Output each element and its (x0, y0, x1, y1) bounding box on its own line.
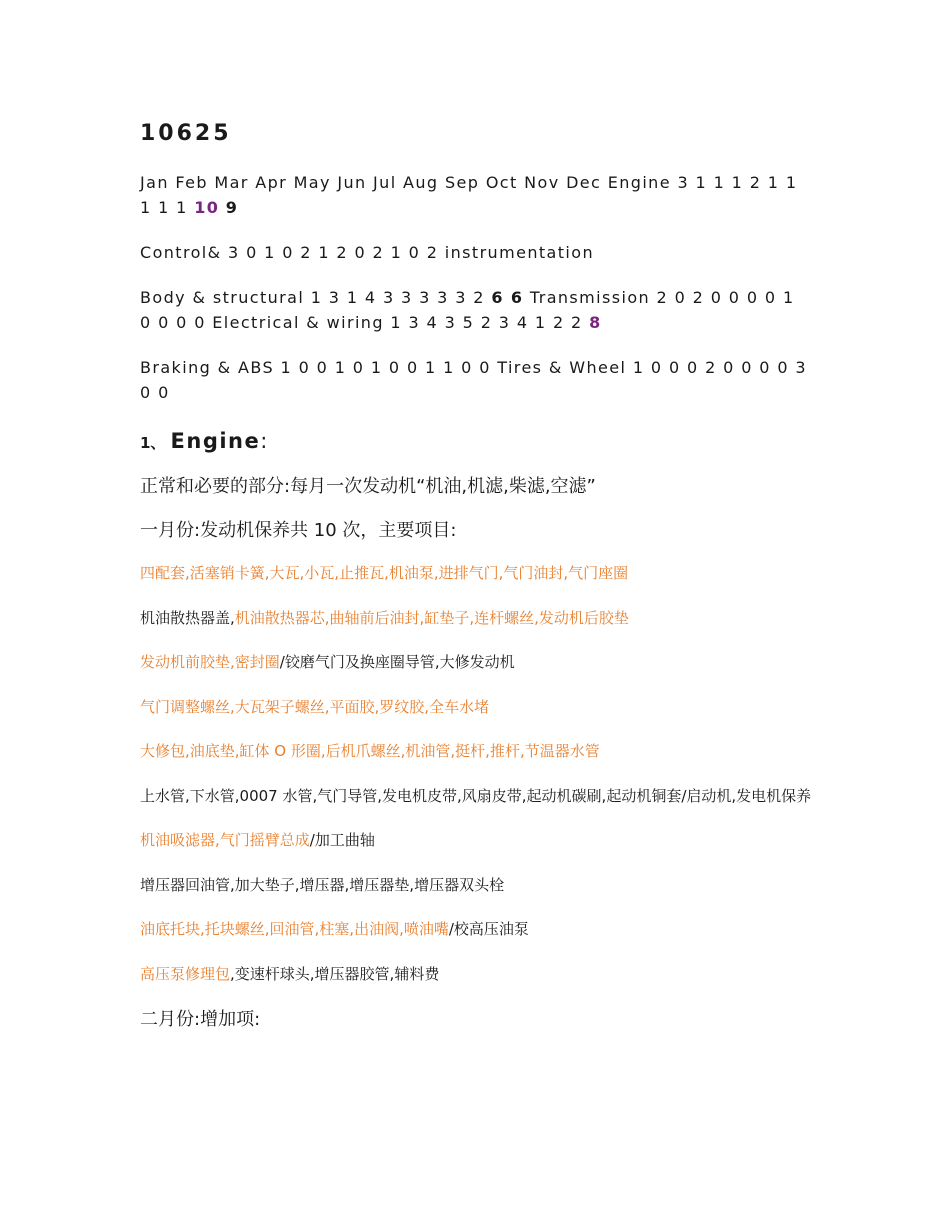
item-line-2 (140, 606, 812, 631)
stats-paragraph-2: Control& 3 0 1 0 2 1 2 0 2 1 0 2 instrumentation (140, 243, 594, 262)
section-title: Engine (170, 429, 261, 453)
stats-paragraph-1 (140, 170, 812, 220)
item-line-9 (140, 917, 812, 942)
item-line-6: 上水管,下水管,0007 水管,气门导管,发电机皮带,风扇皮带,起动机碳刷,起动机铜套/启动机,发电机保养 (140, 786, 812, 805)
item-line-3 (140, 650, 812, 675)
stats-paragraph-3 (140, 285, 812, 335)
document-page (140, 118, 812, 1050)
stats-highlight: 10 (194, 198, 220, 217)
item-text-orange: 发动机前胶垫,密封圈 (140, 653, 280, 671)
stats-highlight: 8 (589, 313, 602, 332)
item-text-orange: 油底托块,托块螺丝,回油管,柱塞,出油阀,喷油嘴 (140, 920, 449, 938)
stats-paragraph-4: Braking & ABS 1 0 0 1 0 1 0 0 1 1 0 0 Tires & Wheel 1 0 0 0 2 0 0 0 0 3 0 0 (140, 358, 808, 402)
stats-text: Jan Feb Mar Apr May Jun Jul Aug Sep Oct Nov Dec Engine 3 1 1 1 2 1 1 1 1 1 (140, 173, 798, 217)
item-line-7 (140, 828, 812, 853)
stats-bold: 9 (225, 198, 239, 217)
item-line-8: 增压器回油管,加大垫子,增压器,增压器垫,增压器双头栓 (140, 875, 505, 894)
section-colon: : (260, 429, 268, 453)
month1-heading: 一月份:发动机保养共 10 次，主要项目: (140, 520, 457, 541)
item-text-black: 机油散热器盖, (140, 608, 235, 627)
item-text-orange: 机油吸滤器,气门摇臂总成 (140, 831, 310, 849)
item-line-10 (140, 962, 812, 987)
item-text-black: /校高压油泵 (448, 920, 529, 938)
intro-text: 正常和必要的部分:每月一次发动机“机油,机滤,柴滤,空滤” (140, 476, 596, 497)
section-heading (140, 425, 812, 457)
document-title: 10625 (140, 121, 232, 146)
item-text-black: ,变速杆球头,增压器胶管,辅料费 (230, 964, 440, 983)
item-text-orange: 机油散热器芯,曲轴前后油封,缸垫子,连杆螺丝,发动机后胶垫 (234, 608, 629, 627)
item-line-5: 大修包,油底垫,缸体 O 形圈,后机爪螺丝,机油管,挺杆,推杆,节温器水管 (140, 742, 600, 760)
item-text-black: /铰磨气门及换座圈导管,大修发动机 (279, 653, 515, 671)
stats-text: Body & structural 1 3 1 4 3 3 3 3 3 2 (140, 288, 492, 307)
item-text-black: /加工曲轴 (309, 831, 375, 849)
section-number: 1、 (140, 434, 166, 452)
item-line-4: 气门调整螺丝,大瓦架子螺丝,平面胶,罗纹胶,全车水堵 (140, 697, 490, 716)
stats-bold: 6 6 (491, 288, 524, 307)
item-text-orange: 高压泵修理包 (140, 964, 231, 983)
item-line-1: 四配套,活塞销卡簧,大瓦,小瓦,止推瓦,机油泵,进排气门,气门油封,气门座圈 (140, 564, 629, 582)
month2-heading: 二月份:增加项: (140, 1009, 261, 1030)
stats-text: Transmission 2 0 2 0 0 0 0 1 0 0 0 0 Electrical & wiring 1 3 4 3 5 2 3 4 1 2 2 (140, 288, 795, 332)
